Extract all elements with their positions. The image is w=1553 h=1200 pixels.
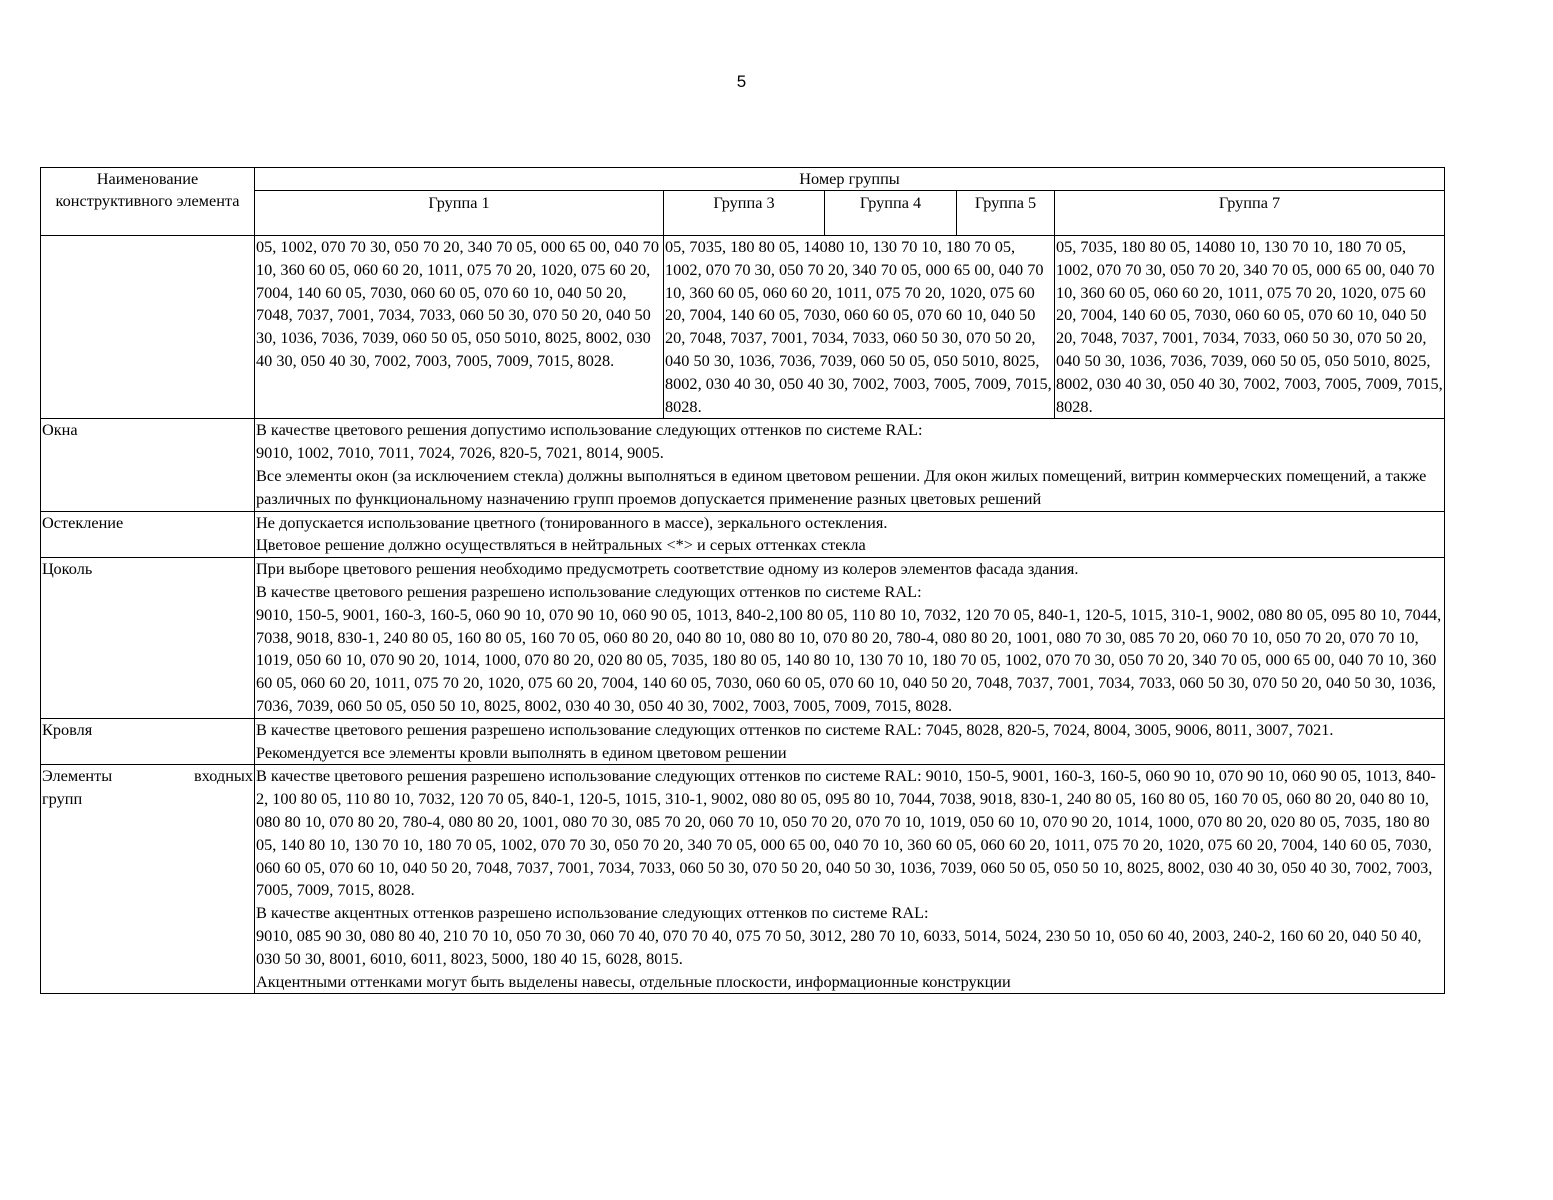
row-name-plinth: Цоколь [41, 558, 255, 719]
table-row-continuation [41, 236, 1445, 419]
entrance-groups-name-line-1 [42, 765, 253, 788]
table-row-entrance-groups [41, 765, 1445, 994]
header-group-number: Номер группы [255, 168, 1445, 191]
header-group-5: Группа 5 [957, 191, 1055, 236]
plinth-paragraph-2: В качестве цветового решения разрешено использование следующих оттенков по системе RAL: [256, 581, 922, 601]
glazing-paragraph-2: Цветовое решение должно осуществляться в нейтральных <*> и серых оттенках стекла [256, 535, 866, 555]
continuation-group-1: 05, 1002, 070 70 30, 050 70 20, 340 70 05, 000 65 00, 040 70 10, 360 60 05, 060 60 20, 1011, 075 70 20, 1020, 075 60 20, 7004, 140 60 05, 7030, 060 60 05, 070 60 10, 040 50 20, 7048, 7037, 7001, 7034, 7033, 060 50 30, 070 50 20, 040 50 30, 1036, 7036, 7039, 060 50 05, 050 5010, 8025, 8002, 030 40 30, 050 40 30, 7002, 7003, 7005, 7009, 7015, 8028. [255, 236, 664, 419]
entrance-groups-paragraph-1: В качестве цветового решения разрешено использование следующих оттенков по системе RAL: 9010, 150-5, 9001, 160-3, 160-5, 060 90 10, 070 90 10, 060 90 05, 1013, 840-2, 100 80 05, 110 80 10, 7032, 120 70 05, 840-1, 120-5, 1015, 310-1, 9002, 080 80 05, 095 80 10, 7044, 7038, 9018, 830-1, 240 80 05, 160 80 05, 160 70 05, 060 80 20, 040 80 10, 080 80 10, 070 80 20, 780-4, 080 80 20, 1001, 080 70 30, 085 70 20, 060 70 10, 050 70 20, 070 70 10, 1019, 050 60 10, 070 90 20, 1014, 1000, 070 80 20, 020 80 05, 7035, 180 80 05, 140 80 10, 130 70 10, 180 70 05, 1002, 070 70 30, 050 70 20, 340 70 05, 000 65 00, 040 70 10, 360 60 05, 060 60 20, 1011, 075 70 20, 1020, 075 60 20, 7004, 140 60 05, 7030, 060 60 05, 070 60 10, 040 50 20, 7048, 7037, 7001, 7034, 7033, 060 50 30, 070 50 20, 040 50 30, 1036, 7039, 060 50 05, 050 50 10, 8025, 8002, 030 40 30, 050 40 30, 7002, 7003, 7005, 7009, 7015, 8028. [256, 766, 1436, 900]
windows-paragraph-1: В качестве цветового решения допустимо использование следующих оттенков по системе RAL: [256, 420, 923, 440]
roof-paragraph-2: Рекомендуется все элементы кровли выполнять в едином цветовом решении [256, 742, 787, 762]
windows-paragraph-3: Все элементы окон (за исключением стекла) должны выполняться в едином цветовом решении. Для окон жилых помещений, витрин коммерческих помещений, а также различных по функциональному назначению групп проемов допускается применение разных цветовых решений [256, 465, 1427, 508]
glazing-paragraph-1: Не допускается использование цветного (тонированного в массе), зеркального остекления. [256, 512, 888, 532]
row-name-glazing: Остекление [41, 511, 255, 558]
header-group-1: Группа 1 [255, 191, 664, 236]
roof-paragraph-1: В качестве цветового решения разрешено использование следующих оттенков по системе RAL: 7045, 8028, 820-5, 7024, 8004, 3005, 9006, 8011, 3007, 7021. [256, 719, 1334, 739]
header-group-7: Группа 7 [1055, 191, 1445, 236]
continuation-group-7: 05, 7035, 180 80 05, 14080 10, 130 70 10, 180 70 05, 1002, 070 70 30, 050 70 20, 340 70 05, 000 65 00, 040 70 10, 360 60 05, 060 60 20, 1011, 075 70 20, 1020, 075 60 20, 7004, 140 60 05, 7030, 060 60 05, 070 60 10, 040 50 20, 7048, 7037, 7001, 7034, 7033, 060 50 30, 070 50 20, 040 50 30, 1036, 7036, 7039, 060 50 05, 050 5010, 8025, 8002, 030 40 30, 050 40 30, 7002, 7003, 7005, 7009, 7015, 8028. [1055, 236, 1445, 419]
header-group-3: Группа 3 [664, 191, 825, 236]
table-header-row-1 [41, 168, 1445, 191]
header-group-4: Группа 4 [825, 191, 957, 236]
row-content-entrance-groups [255, 765, 1445, 994]
header-element-name: Наименование конструктивного элемента [41, 168, 255, 236]
row-content-windows [255, 419, 1445, 511]
entrance-groups-paragraph-4: Акцентными оттенками могут быть выделены навесы, отдельные плоскости, информационные конструкции [256, 971, 1011, 991]
table-row-glazing [41, 511, 1445, 558]
row-content-plinth [255, 558, 1445, 719]
row-content-glazing [255, 511, 1445, 558]
entrance-groups-name-word-1: Элементы [42, 766, 113, 786]
continuation-name-cell [41, 236, 255, 419]
entrance-groups-paragraph-2: В качестве акцентных оттенков разрешено использование следующих оттенков по системе RAL: [256, 903, 929, 923]
page-number: 5 [736, 72, 747, 91]
entrance-groups-paragraph-3: 9010, 085 90 30, 080 80 40, 210 70 10, 050 70 30, 060 70 40, 070 70 40, 075 70 50, 3012, 280 70 10, 6033, 5014, 5024, 230 50 10, 050 60 40, 2003, 240-2, 160 60 20, 040 50 40, 030 50 30, 8001, 6010, 6011, 8023, 5000, 180 40 15, 6028, 8015. [256, 925, 1422, 968]
row-name-windows: Окна [41, 419, 255, 511]
row-content-roof [255, 718, 1445, 765]
table-row-windows [41, 419, 1445, 511]
continuation-group-3-5: 05, 7035, 180 80 05, 14080 10, 130 70 10, 180 70 05, 1002, 070 70 30, 050 70 20, 340 70 05, 000 65 00, 040 70 10, 360 60 05, 060 60 20, 1011, 075 70 20, 1020, 075 60 20, 7004, 140 60 05, 7030, 060 60 05, 070 60 10, 040 50 20, 7048, 7037, 7001, 7034, 7033, 060 50 30, 070 50 20, 040 50 30, 1036, 7036, 7039, 060 50 05, 050 5010, 8025, 8002, 030 40 30, 050 40 30, 7002, 7003, 7005, 7009, 7015, 8028. [664, 236, 1055, 419]
table-row-plinth [41, 558, 1445, 719]
windows-paragraph-2: 9010, 1002, 7010, 7011, 7024, 7026, 820-5, 7021, 8014, 9005. [256, 443, 664, 463]
entrance-groups-name-word-2: входных [194, 766, 253, 786]
row-name-entrance-groups [41, 765, 255, 994]
color-scheme-table [40, 167, 1445, 994]
entrance-groups-name-word-3: групп [42, 789, 83, 809]
table-row-roof [41, 718, 1445, 765]
plinth-paragraph-1: При выборе цветового решения необходимо предусмотреть соответствие одному из колеров элементов фасада здания. [256, 559, 1079, 579]
plinth-paragraph-3: 9010, 150-5, 9001, 160-3, 160-5, 060 90 10, 070 90 10, 060 90 05, 1013, 840-2,100 80 05, 110 80 10, 7032, 120 70 05, 840-1, 120-5, 1015, 310-1, 9002, 080 80 05, 095 80 10, 7044, 7038, 9018, 830-1, 240 80 05, 160 80 05, 160 70 05, 060 80 20, 040 80 10, 080 80 10, 070 80 20, 780-4, 080 80 20, 1001, 080 70 30, 085 70 20, 060 70 10, 050 70 20, 070 70 10, 1019, 050 60 10, 070 90 20, 1014, 1000, 070 80 20, 020 80 05, 7035, 180 80 05, 140 80 10, 130 70 10, 180 70 05, 1002, 070 70 30, 050 70 20, 340 70 05, 000 65 00, 040 70 10, 360 60 05, 060 60 20, 1011, 075 70 20, 1020, 075 60 20, 7004, 140 60 05, 7030, 060 60 05, 070 60 10, 040 50 20, 7048, 7037, 7001, 7034, 7033, 060 50 30, 070 50 20, 040 50 30, 1036, 7036, 7039, 060 50 05, 050 50 10, 8025, 8002, 030 40 30, 050 40 30, 7002, 7003, 7005, 7009, 7015, 8028. [256, 604, 1442, 715]
row-name-roof: Кровля [41, 718, 255, 765]
